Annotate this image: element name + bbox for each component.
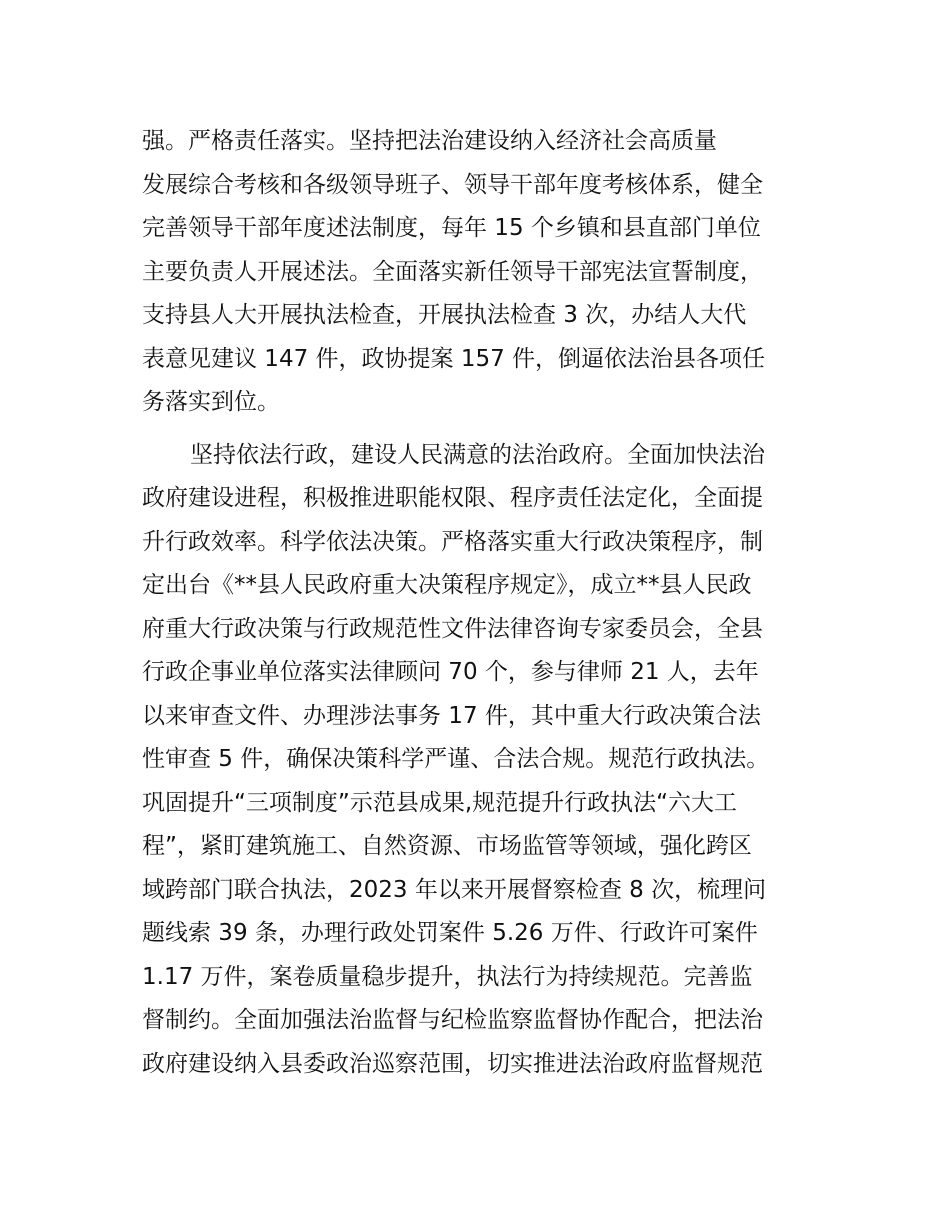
text-line: 程”，紧盯建筑施工、自然资源、市场监管等领域，强化跨区 — [142, 833, 752, 859]
paragraph-law-based-administration — [142, 434, 822, 1087]
document-body — [142, 120, 822, 1086]
text-line: 督制约。全面加强法治监督与纪检监察监督协作配合，把法治 — [142, 1007, 763, 1033]
text-line: 政府建设进程，积极推进职能权限、程序责任法定化，全面提 — [142, 485, 763, 511]
text-line: 行政企事业单位落实法律顾问 70 个，参与律师 21 人，去年 — [142, 659, 759, 685]
text-line: 政府建设纳入县委政治巡察范围，切实推进法治政府监督规范 — [142, 1050, 763, 1077]
text-line: 表意见建议 147 件，政协提案 157 件，倒逼依法治县各项任 — [142, 345, 766, 372]
text-line: 升行政效率。科学依法决策。严格落实重大行政决策程序，制 — [142, 528, 763, 555]
text-line: 域跨部门联合执法，2023 年以来开展督察检查 8 次，梳理问 — [142, 876, 767, 903]
paragraph-legal-responsibility — [142, 120, 822, 425]
text-line: 发展综合考核和各级领导班子、领导干部年度考核体系，健全 — [142, 171, 763, 198]
text-line: 府重大行政决策与行政规范性文件法律咨询专家委员会，全县 — [142, 615, 763, 642]
text-line: 坚持依法行政，建设人民满意的法治政府。全面加快法治 — [190, 441, 765, 468]
text-line: 强。严格责任落实。坚持把法治建设纳入经济社会高质量 — [142, 128, 717, 154]
text-line: 完善领导干部年度述法制度，每年 15 个乡镇和县直部门单位 — [142, 215, 761, 241]
text-line: 支持县人大开展执法检查，开展执法检查 3 次，办结人大代 — [142, 302, 747, 328]
text-line: 定出台《**县人民政府重大决策程序规定》，成立**县人民政 — [142, 572, 752, 598]
text-line: 务落实到位。 — [142, 389, 280, 415]
text-line: 以来审查文件、办理涉法事务 17 件，其中重大行政决策合法 — [142, 702, 761, 729]
text-line: 性审查 5 件，确保决策科学严谨、合法合规。规范行政执法。 — [142, 746, 770, 772]
text-line: 1.17 万件，案卷质量稳步提升，执法行为持续规范。完善监 — [142, 963, 753, 990]
text-line: 题线索 39 条，办理行政处罚案件 5.26 万件、行政许可案件 — [142, 920, 758, 946]
text-line: 主要负责人开展述法。全面落实新任领导干部宪法宣誓制度， — [142, 258, 763, 285]
text-line: 巩固提升“三项制度”示范县成果,规范提升行政执法“六大工 — [142, 789, 738, 816]
